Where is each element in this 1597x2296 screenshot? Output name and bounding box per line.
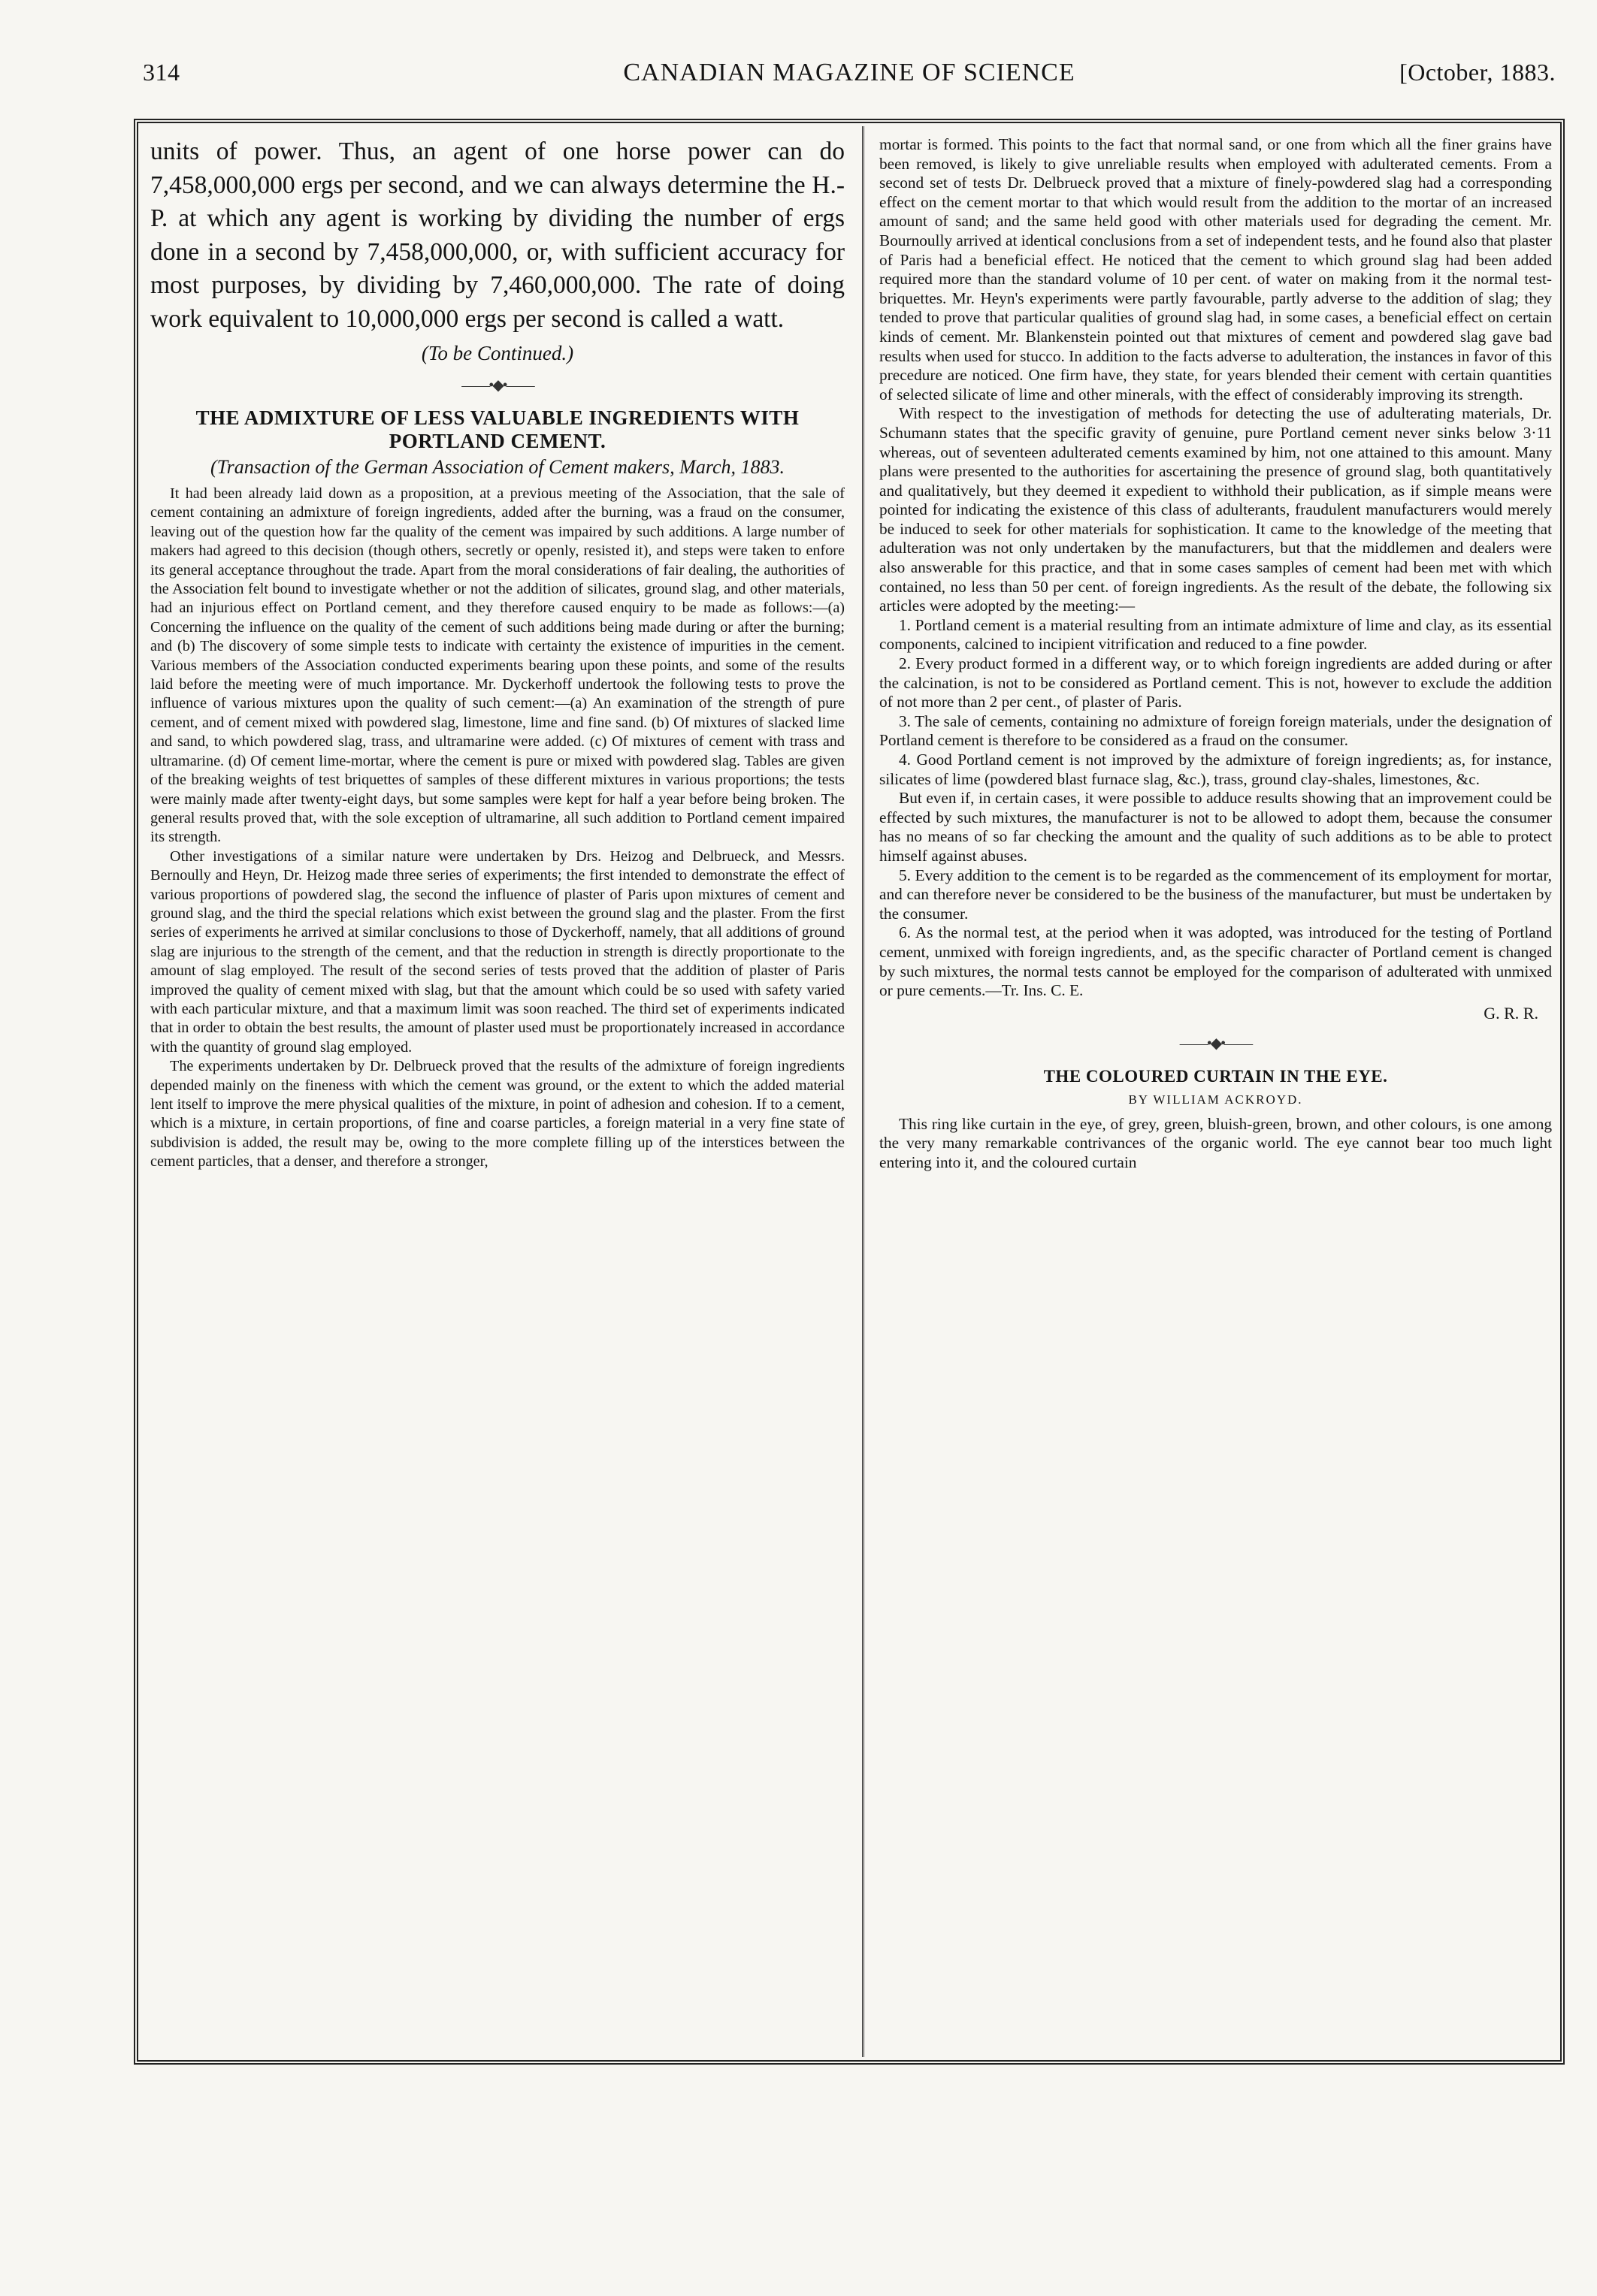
- paragraph: With respect to the investigation of methods for detecting the use of adulterating materials, Dr. Schumann states that the specific gravity of genuine, pure Portland cement never sinks below 3·11 whereas, out of seventeen adulterated cements examined by him, not one attained to this amount. Many plans were presented to the authorities for ascertaining the presence of ground slag, both quantitatively and qualitatively, but they deemed it expedient to withhold their publication, as if simple means were pointed for indicating the existence of this class of adulterants, fraudulent manufacturers would merely be induced to seek for other materials for sophistication. It came to the knowledge of the meeting that adulteration was not only undertaken by the manufacturers, but that the middlemen and dealers were also answerable for this practice, and that in some cases samples of cement had been met with which contained, no less than 50 per cent. of foreign ingredients. As the result of the debate, the following six articles were adopted by the meeting:—: [879, 404, 1552, 615]
- article-4: 4. Good Portland cement is not improved by the admixture of foreign ingredients; as, for instance, silicates of lime (powdered blast furnace slag, &c.), trass, ground clay-shales, limestones, &c.: [879, 751, 1552, 788]
- running-head: [143, 59, 1556, 96]
- issue-date: [October, 1883.: [1399, 59, 1556, 86]
- byline: BY WILLIAM ACKROYD.: [1128, 1092, 1303, 1107]
- article-5: 5. Every addition to the cement is to be regarded as the commencement of its employment for mortar, and can therefore never be considered to be the business of the manufacturer, but must be undertaken by the consumer.: [879, 866, 1552, 923]
- article-title: THE ADMIXTURE OF LESS VALUABLE INGREDIENTS WITH PORTLAND CEMENT.: [195, 406, 800, 452]
- article-body: [150, 485, 845, 1172]
- section-ornament: ——•◆•——: [461, 377, 534, 394]
- right-column: [879, 135, 1552, 2055]
- paragraph: Other investigations of a similar nature were undertaken by Drs. Heizog and Delbrueck, and Messrs. Bernoully and Heyn, Dr. Heizog made three series of experiments; the first intended to demonstrate the effect of various proportions of powdered slag, the second the influence of plaster of Paris upon mixtures of cement and ground slag, and the third the special relations which exist between the ground slag and the plaster. From the first series of experiments he arrived at similar conclusions to those of Dyckerhoff, namely, that all additions of ground slag are injurious to the strength of the cement, and that the reduction in strength is directly proportionate to the amount of slag employed. The result of the second series of tests proved that the addition of plaster of Paris improved the quality of cement mixed with slag, but that the amount which could be so used with safety varied with each particular mixture, and that a maximum limit was soon reached. The third set of experiments indicated that in order to obtain the best results, the amount of plaster used must be proportionately increased in accordance with the quantity of ground slag employed.: [150, 847, 845, 1056]
- column-divider: [862, 126, 864, 2057]
- paragraph: The experiments undertaken by Dr. Delbrueck proved that the results of the admixture of foreign ingredients depended mainly on the fineness with which the cement was ground, or the extent to which the added material lent itself to improve the mere physical qualities of the mixture, in point of adhesion and cohesion. If to a cement, which is a mixture, in certain proportions, of fine and coarse particles, a foreign material in a very fine state of subdivision is added, the result may be, owing to the more complete filling up of the interstices between the cement particles, that a denser, and therefore a stronger,: [150, 1058, 845, 1171]
- journal-title: CANADIAN MAGAZINE OF SCIENCE: [623, 59, 1075, 86]
- next-article-body: [879, 1115, 1552, 1173]
- page-number: 314: [143, 59, 180, 86]
- article-body-continued: [879, 135, 1552, 1001]
- next-article-title: THE COLOURED CURTAIN IN THE EYE.: [1043, 1066, 1388, 1086]
- article-3: 3. The sale of cements, containing no admixture of foreign foreign materials, under the designation of Portland cement is therefore to be considered as a fraud on the consumer.: [879, 711, 1552, 750]
- paragraph: But even if, in certain cases, it were possible to adduce results showing that an improvement could be effected by such mixtures, the manufacturer is not to be allowed to adopt them, because the consumer has no means of so far checking the amount and the quality of such additions as to be able to protect himself against abuses.: [879, 789, 1552, 865]
- article-1: 1. Portland cement is a material resulting from an intimate admixture of lime and clay, as its essential components, calcined to incipient vitrification and reduced to a fine powder.: [879, 615, 1552, 654]
- paragraph: mortar is formed. This points to the fact that normal sand, or one from which all the finer grains have been removed, is likely to give unreliable results when employed with adulterated cements. From a second set of tests Dr. Delbrueck proved that a mixture of finely-powdered slag had a corresponding effect on the cement mortar to that which would result from the addition to the mortar of an increased amount of sand; and the same held good with other materials used for degrading the cement. Mr. Bournoully arrived at identical conclusions from a set of independent tests, and he found also that plaster of Paris had a beneficial effect. He noticed that the cement to which ground slag had been added required more than the standard volume of 10 per cent. of water on making from it the normal test-briquettes. Mr. Heyn's experiments were partly favourable, partly adverse to the addition of slag; they tended to prove that particular qualities of ground slag had, in some cases, a beneficial effect on certain kinds of cement. Mr. Blankenstein pointed out that mixtures of cement and powdered slag gave bad results when used for stucco. In addition to the facts adverse to adulteration, the instances in favor of this precedure are noticed. One firm have, they state, for years blended their cement with certain quantities of selected silicate of lime and other minerals, with the effect of considerably improving its strength.: [879, 135, 1552, 403]
- section-ornament: ——•◆•——: [1179, 1035, 1252, 1052]
- article-6: 6. As the normal test, at the period when it was adopted, was introduced for the testing of Portland cement, unmixed with foreign ingredients, and, as the specific character of Portland cement is changed by such mixtures, the normal tests cannot be employed for the comparison of adulterated with unmixed or pure cements.—Tr. Ins. C. E.: [879, 923, 1552, 1000]
- paragraph: It had been already laid down as a proposition, at a previous meeting of the Association, that the sale of cement containing an admixture of foreign ingredients, added after the burning, was a fraud on the consumer, leaving out of the question how far the quality of the cement was impaired by such additions. A large number of makers had agreed to this decision (though others, secretly or openly, resisted it), and steps were taken to enfore its general acceptance throughout the trade. Apart from the moral considerations of fair dealing, the authorities of the Association felt bound to investigate whether or not the addition of silicates, ground slag, and other materials, had an injurious effect on Portland cement, and they therefore caused enquiry to be made as follows:—(a) Concerning the influence on the quality of the cement of such additions being made during or after the burning; and (b) The discovery of some simple tests to indicate with certainty the existence of impurities in the cement. Various members of the Association conducted experiments bearing upon these points, and some of the results laid before the meeting were of much importance. Mr. Dyckerhoff undertook the following tests to prove the influence of various mixtures upon the quality of such cement:—(a) An examination of the strength of pure cement, and of cement mixed with powdered slag, limestone, lime and fine sand. (b) Of mixtures of slacked lime and sand, to which powdered slag, trass, and ultramarine were added. (c) Of mixtures of cement with trass and ultramarine. (d) Of cement lime-mortar, where the cement is pure or mixed with powdered slag. Tables are given of the breaking weights of test briquettes of samples of these different mixtures in various proportions; the tests were mainly made after twenty-eight days, but some samples were kept for half a year before being broken. The general results proved that, with the sole exception of ultramarine, all such addition to Portland cement impaired its strength.: [150, 485, 845, 846]
- left-column: [150, 135, 845, 2055]
- to-be-continued-note: (To be Continued.): [421, 342, 574, 364]
- continuation-text: units of power. Thus, an agent of one horse power can do 7,458,000,000 ergs per second, and we can always determine the H.-P. at which any agent is working by dividing the number of ergs done in a second by 7,458,000,000, or, with sufficient accuracy for most purposes, by dividing by 7,460,000,000. The rate of doing work equivalent to 10,000,000 ergs per second is called a watt.: [150, 137, 845, 333]
- article-source: (Transaction of the German Association of Cement makers, March, 1883.: [210, 456, 785, 478]
- author-initials: G. R. R.: [1484, 1003, 1538, 1023]
- paragraph: This ring like curtain in the eye, of grey, green, bluish-green, brown, and other colours, is one among the very many remarkable contrivances of the organic world. The eye cannot bear too much light entering into it, and the coloured curtain: [879, 1114, 1552, 1171]
- article-2: 2. Every product formed in a different way, or to which foreign ingredients are added during or after the calcination, is not to be considered as Portland cement. This is not, however to exclude the addition of not more than 2 per cent., of plaster of Paris.: [879, 654, 1552, 711]
